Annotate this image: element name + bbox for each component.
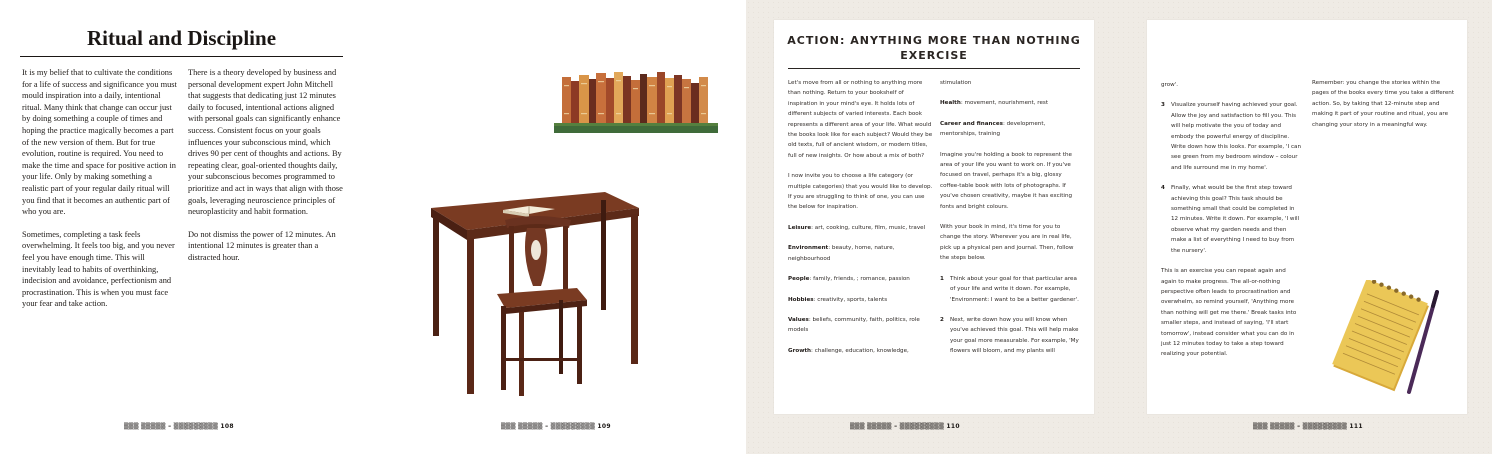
page-108: [0, 0, 373, 454]
page-111: [1119, 0, 1492, 454]
numbered-step: 4 Finally, what would be the first step toward achieving this goal? This task should be something small that could be completed in 12 minutes. Write it down. For example, 'I will observe what my garden needs and then make a list of everything I need to buy from the nursery'.: [1161, 185, 1300, 254]
body-column-1: [788, 78, 934, 366]
page-folio: ▒▒▒ ▒▒▒▒▒ – ▒▒▒▒▒▒▒▒▒ 110: [850, 423, 960, 430]
notepad-and-pen-illustration: [1325, 280, 1449, 400]
paragraph: Let's move from all or nothing to anything more than nothing. Return to your bookshelf of inspiration in your mind's eye. It holds lots of different subjects of varied interests. Each book represents a different area of your life. What would the books look like for each subject? Would they be old texts, full of ancient wisdom, or modern titles, full of new insights. Or how about a mix of both?: [788, 80, 933, 159]
category-item: Growth: challenge, education, knowledge,: [788, 347, 909, 354]
body-column-1: [22, 67, 177, 321]
paragraph: stimulation: [940, 80, 972, 86]
category-item: People: family, friends, ; romance, passion: [788, 276, 910, 283]
category-item: Environment: beauty, home, nature, neighbourhood: [788, 245, 895, 262]
body-column-2: [188, 67, 346, 275]
page-folio: ▒▒▒ ▒▒▒▒▒ – ▒▒▒▒▒▒▒▒▒ 111: [1253, 423, 1363, 430]
title-divider: [20, 56, 343, 57]
paragraph: Do not dismiss the power of 12 minutes. An intentional 12 minutes is greater than a distracted hour.: [188, 229, 336, 262]
chapter-title: Ritual and Discipline: [86, 26, 277, 50]
body-column-2: [940, 78, 1082, 367]
paragraph: Remember: you change the stories within the pages of the books every time you take a different action. So, by taking that 12-minute step and making it part of your routine and ritual, you are changing your story in a meaningful way.: [1312, 80, 1455, 128]
paragraph: This is an exercise you can repeat again and again to make progress. The all-or-nothing perspective often leads to procrastination and overwhelm, so remind yourself, 'Anything more than nothing will get me there.' Break tasks into smaller steps, and instead of saying, 'I'll start tomorrow', instead consider what you can do in just 12 minutes today to take a step toward realizing your potential.: [1161, 268, 1297, 358]
paragraph: I now invite you to choose a life category (or multiple categories) that you would like to develop. If you are struggling to think of one, you can use the below for inspiration.: [788, 173, 933, 211]
bookshelf-illustration: [554, 69, 718, 133]
desk-and-chair-illustration: [409, 186, 643, 398]
heading-keyword: ACTION: [787, 34, 840, 47]
page-folio: ▒▒▒ ▒▒▒▒▒ – ▒▒▒▒▒▒▒▒▒ 109: [501, 423, 611, 430]
category-item: Hobbies: creativity, sports, talents: [788, 296, 888, 303]
exercise-heading: [774, 33, 1094, 63]
exercise-card-continued: [1147, 20, 1467, 414]
body-column-1: [1161, 80, 1301, 370]
numbered-step: 3 Visualize yourself having achieved your goal. Allow the joy and satisfaction to fill you. This will help motivate the you of today and embody the powerful energy of discipline. Write down how this looks. For example, 'I can see green from my bedroom window – colour and life surround me in my home'.: [1161, 102, 1301, 171]
heading-rest: : ANYTHING MORE THAN NOTHING EXERCISE: [840, 34, 1081, 62]
category-item: Values: beliefs, community, faith, politics, role models: [788, 316, 920, 334]
page-folio: ▒▒▒ ▒▒▒▒▒ – ▒▒▒▒▒▒▒▒▒ 108: [124, 423, 234, 430]
category-item: Leisure: art, cooking, culture, film, music, travel: [788, 224, 926, 231]
numbered-step: 2 Next, write down how you will know when you've achieved this goal. This will help make your goal more measurable. For example, 'My flowers will bloom, and my plants will: [940, 316, 1079, 355]
book-spines: [562, 72, 708, 123]
paragraph: Sometimes, completing a task feels overwhelming. It feels too big, and you never feel you have enough time. This will inevitably lead to habits of overthinking, indecision and avoidance, perfectionism and procrastination. This is when you must face your fear and take action.: [22, 229, 175, 309]
category-item: Career and finances: development, mentorships, training: [940, 120, 1046, 138]
body-column-2: [1312, 78, 1457, 140]
numbered-step: 1 Think about your goal for that particular area of your life and write it down. For example, 'Environment: I want to be a better gardener'.: [940, 275, 1079, 303]
chair: [497, 216, 587, 396]
right-spread: [746, 0, 1492, 454]
page-109: [373, 0, 746, 454]
category-item: Health: movement, nourishment, rest: [940, 100, 1049, 107]
paragraph: There is a theory developed by business and personal development expert John Mitchell that suggests that dedicating just 12 minutes daily to focused, intentional actions aligned with personal goals can significantly enhance success. Consistent focus on your goals influences your subconscious mind, which drives 90 per cent of thoughts and actions. By repeating clear, goal-oriented thoughts daily, your subconscious becomes programmed to prioritize and act in ways that align with those goals, leveraging neuroscience principles of neuroplasticity and habit formation.: [188, 68, 343, 217]
exercise-card: [774, 20, 1094, 414]
paragraph: With your book in mind, it's time for you to change the story. Wherever you are in real life, pick up a physical pen and journal. Then, follow the steps below.: [940, 224, 1074, 262]
heading-divider: [788, 68, 1080, 69]
paragraph: grow'.: [1161, 82, 1179, 88]
paragraph: It is my belief that to cultivate the conditions for a life of success and significance you must mould inspiration into a daily, intentional ritual. Many think that change can occur just by doing something a couple of times and hoping the practice magically becomes a part of the new version of them. But for true evolution, routine is required. You need to make the time and space for positive action in your life. Only by making something a realistic part of your regular daily ritual will you find that it becomes an authentic part of who you are.: [22, 68, 177, 217]
paragraph: Imagine you're holding a book to represent the area of your life you want to work on. If you've focused on travel, perhaps it's a big, glossy coffee-table book with lots of photographs. If you've chosen creativity, maybe it has exciting fonts and bright colours.: [940, 151, 1073, 210]
page-110: [746, 0, 1119, 454]
